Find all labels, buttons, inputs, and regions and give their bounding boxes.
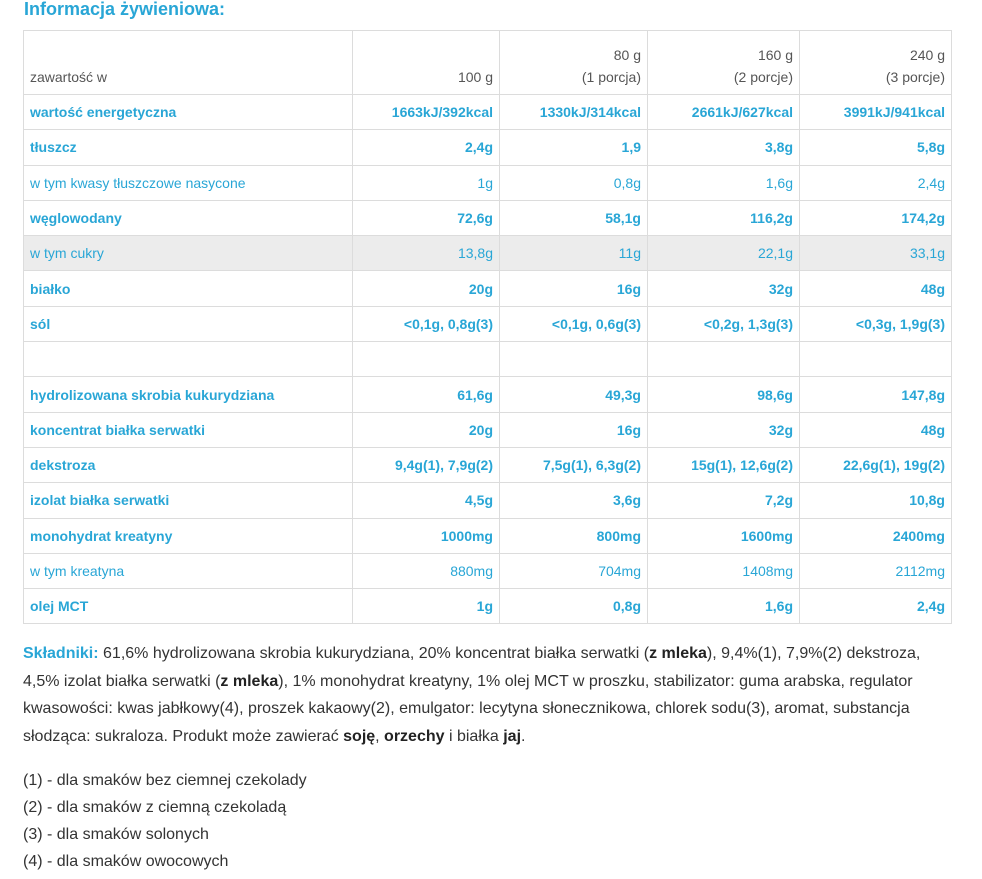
row-value: <0,1g, 0,6g(3)	[500, 306, 648, 341]
row-label: białko	[24, 271, 353, 306]
row-value: 72,6g	[353, 200, 500, 235]
header-col-160g-line1: 160 g	[757, 47, 793, 63]
row-label	[24, 342, 353, 377]
allergen-eggs: jaj	[503, 727, 522, 745]
row-value: 1408mg	[648, 553, 800, 588]
table-row	[24, 271, 952, 306]
row-label: w tym kwasy tłuszczowe nasycone	[24, 165, 353, 200]
ingredients-paragraph	[23, 640, 958, 750]
row-value: <0,1g, 0,8g(3)	[353, 306, 500, 341]
table-row	[24, 130, 952, 165]
row-value: 1g	[353, 165, 500, 200]
row-value: 1,6g	[648, 589, 800, 624]
header-label: zawartość w	[24, 31, 353, 95]
table-row	[24, 518, 952, 553]
row-value: 13,8g	[353, 236, 500, 271]
row-value: 32g	[648, 412, 800, 447]
row-label: w tym cukry	[24, 236, 353, 271]
row-value: 20g	[353, 271, 500, 306]
row-value: 1g	[353, 589, 500, 624]
row-value: 48g	[800, 271, 952, 306]
row-value: 1,9	[500, 130, 648, 165]
ingredients-text: ), 9,4%(1), 7,9%(2) dekstroza, 4,5% izolat białka serwatki (	[23, 645, 921, 690]
row-label: dekstroza	[24, 447, 353, 482]
row-value: 3,8g	[648, 130, 800, 165]
row-label: monohydrat kreatyny	[24, 518, 353, 553]
row-value: 4,5g	[353, 483, 500, 518]
footnotes	[23, 767, 307, 875]
row-value: 1000mg	[353, 518, 500, 553]
table-header-row	[24, 31, 952, 95]
row-label: hydrolizowana skrobia kukurydziana	[24, 377, 353, 412]
footnote: (1) - dla smaków bez ciemnej czekolady	[23, 772, 307, 789]
row-value	[648, 342, 800, 377]
table-row	[24, 236, 952, 271]
header-col-80g-line1: 80 g	[613, 47, 641, 63]
header-col-160g-line2: (2 porcje)	[733, 69, 793, 85]
row-value: 2661kJ/627kcal	[648, 95, 800, 130]
row-label: wartość energetyczna	[24, 95, 353, 130]
row-value: 7,5g(1), 6,3g(2)	[500, 447, 648, 482]
row-label: tłuszcz	[24, 130, 353, 165]
ingredients-label: Składniki:	[23, 645, 99, 662]
row-value: 174,2g	[800, 200, 952, 235]
row-value: 22,6g(1), 19g(2)	[800, 447, 952, 482]
footnote: (4) - dla smaków owocowych	[23, 853, 229, 870]
nutrition-table-body	[24, 31, 952, 624]
table-row	[24, 589, 952, 624]
row-value: 10,8g	[800, 483, 952, 518]
header-col-240g	[800, 31, 952, 95]
ingredients-text: 61,6% hydrolizowana skrobia kukurydziana, 20% koncentrat białka serwatki (	[98, 645, 650, 662]
row-value: 1663kJ/392kcal	[353, 95, 500, 130]
ingredients-text: ), 1% monohydrat kreatyny, 1% olej MCT w proszku, stabilizator: guma arabska, regulator kwasowości: kwas jabłkowy(4), proszek kakaowy(2), emulgator: lecytyna słonecznikowa, chlorek sodu(3), aromat, substancja słodząca: sukraloza. Produkt może zawierać	[23, 672, 913, 745]
header-col-240g-line2: (3 porcje)	[885, 69, 945, 85]
allergen-milk: z mleka	[649, 645, 707, 662]
row-value: 32g	[648, 271, 800, 306]
row-value: 1330kJ/314kcal	[500, 95, 648, 130]
header-col-240g-line1: 240 g	[909, 47, 945, 63]
row-value: <0,3g, 1,9g(3)	[800, 306, 952, 341]
row-label: olej MCT	[24, 589, 353, 624]
row-value: 15g(1), 12,6g(2)	[648, 447, 800, 482]
row-value: 2400mg	[800, 518, 952, 553]
row-value: 98,6g	[648, 377, 800, 412]
nutrition-table	[23, 30, 952, 624]
row-value	[500, 342, 648, 377]
row-label: izolat białka serwatki	[24, 483, 353, 518]
header-col-100g	[353, 31, 500, 95]
table-row	[24, 165, 952, 200]
row-value: 2,4g	[800, 589, 952, 624]
row-value: 0,8g	[500, 165, 648, 200]
row-value: 880mg	[353, 553, 500, 588]
allergen-nuts: orzechy	[384, 727, 445, 745]
row-value: 147,8g	[800, 377, 952, 412]
row-label: w tym kreatyna	[24, 553, 353, 588]
ingredients-text: i białka	[444, 727, 504, 745]
ingredients-text: .	[521, 727, 526, 745]
table-row	[24, 306, 952, 341]
footnote: (3) - dla smaków solonych	[23, 826, 209, 843]
table-row	[24, 553, 952, 588]
header-col-80g	[500, 31, 648, 95]
ingredients-text: ,	[375, 727, 385, 745]
table-row	[24, 483, 952, 518]
row-value: 5,8g	[800, 130, 952, 165]
row-value: 2,4g	[353, 130, 500, 165]
row-value: 33,1g	[800, 236, 952, 271]
row-value	[353, 342, 500, 377]
row-value: <0,2g, 1,3g(3)	[648, 306, 800, 341]
row-value: 2112mg	[800, 553, 952, 588]
table-row	[24, 447, 952, 482]
row-value: 7,2g	[648, 483, 800, 518]
row-value: 1600mg	[648, 518, 800, 553]
table-spacer-row	[24, 342, 952, 377]
row-value: 11g	[500, 236, 648, 271]
row-value: 16g	[500, 412, 648, 447]
row-value: 9,4g(1), 7,9g(2)	[353, 447, 500, 482]
row-value	[800, 342, 952, 377]
row-value: 61,6g	[353, 377, 500, 412]
row-label: sól	[24, 306, 353, 341]
footnote: (2) - dla smaków z ciemną czekoladą	[23, 799, 287, 816]
nutrition-title: Informacja żywieniowa:	[24, 0, 226, 19]
row-value: 3,6g	[500, 483, 648, 518]
row-value: 48g	[800, 412, 952, 447]
row-value: 16g	[500, 271, 648, 306]
row-value: 58,1g	[500, 200, 648, 235]
allergen-milk: z mleka	[220, 672, 279, 690]
table-row	[24, 377, 952, 412]
header-col-80g-line2: (1 porcja)	[581, 69, 641, 85]
row-value: 0,8g	[500, 589, 648, 624]
row-value: 49,3g	[500, 377, 648, 412]
row-value: 3991kJ/941kcal	[800, 95, 952, 130]
row-value: 1,6g	[648, 165, 800, 200]
row-value: 20g	[353, 412, 500, 447]
header-col-160g	[648, 31, 800, 95]
table-row	[24, 200, 952, 235]
table-row	[24, 412, 952, 447]
row-label: węglowodany	[24, 200, 353, 235]
row-label: koncentrat białka serwatki	[24, 412, 353, 447]
row-value: 116,2g	[648, 200, 800, 235]
table-row	[24, 95, 952, 130]
row-value: 704mg	[500, 553, 648, 588]
row-value: 22,1g	[648, 236, 800, 271]
row-value: 2,4g	[800, 165, 952, 200]
allergen-soy: soję	[343, 727, 376, 745]
header-col-100g-line2: 100 g	[457, 69, 493, 85]
row-value: 800mg	[500, 518, 648, 553]
